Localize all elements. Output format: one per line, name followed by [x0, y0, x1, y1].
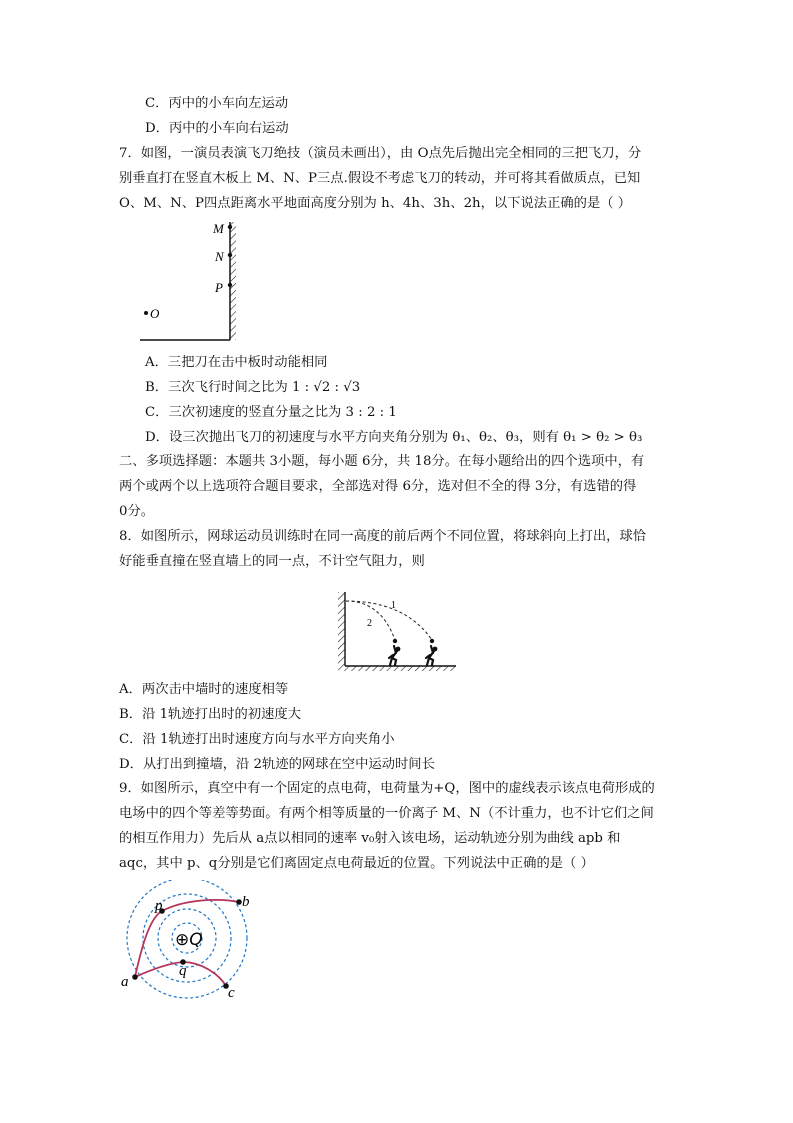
ball-1: [430, 639, 434, 643]
board-hatching: [230, 222, 236, 340]
q8-option-d: D．从打出到撞墙，沿 2轨迹的网球在空中运动时间长: [119, 757, 435, 772]
q9-stem-line-3: 的相互作用力）先后从 a点以相同的速率 v₀射入该电场，运动轨迹分别为曲线 apb 和: [119, 831, 621, 846]
q9-stem-line-1: 9．如图所示，真空中有一个固定的点电荷，电荷量为+Q，图中的虚线表示该点电荷形成的: [119, 781, 655, 796]
player-2-icon: [389, 646, 400, 665]
q9-stem-line-4: aqc，其中 p、q分别是它们离固定点电荷最近的位置。下列说法中正确的是（ ）: [119, 856, 594, 871]
ground-hatching: [338, 666, 456, 671]
q7-stem-line-1: 7．如图，一演员表演飞刀绝技（演员未画出），由 O点先后抛出完全相同的三把飞刀，分: [119, 146, 642, 161]
q7-option-d: D．设三次抛出飞刀的初速度与水平方向夹角分别为 θ₁、θ₂、θ₃，则有 θ₁ > θ₂ > θ₃: [145, 430, 643, 445]
q7-option-b: B．三次飞行时间之比为 1 : √2 : √3: [145, 380, 361, 395]
point-p: [228, 283, 232, 287]
q6-option-c: C．丙中的小车向左运动: [145, 96, 289, 111]
q8-stem-line-1: 8．如图所示，网球运动员训练时在同一高度的前后两个不同位置，将球斜向上打出，球恰: [119, 529, 647, 544]
label-c: c: [228, 985, 235, 1001]
q7-stem-line-2: 别垂直打在竖直木板上 M、N、P三点.假设不考虑飞刀的转动，并可将其看做质点，已知: [119, 171, 641, 186]
point-o: [144, 311, 148, 315]
label-n: N: [215, 249, 224, 264]
q8-option-b: B．沿 1轨迹打出时的初速度大: [119, 707, 302, 722]
q7-stem-line-3: O、M、N、P四点距离水平地面高度分别为 h、4h、3h、2h，以下说法正确的是（ ）: [119, 196, 632, 211]
section2-line-3: 0分。: [119, 504, 155, 519]
trajectory-1: [346, 601, 432, 640]
q8-option-a: A．两次击中墙时的速度相等: [119, 682, 289, 697]
q9-stem-line-2: 电场中的四个等差等势面。有两个相等质量的一价离子 M、N（不计重力，也不计它们之间: [119, 806, 654, 821]
label-p: P: [215, 280, 223, 295]
label-a: a: [121, 974, 129, 990]
q7-option-c: C．三次初速度的竖直分量之比为 3 : 2 : 1: [145, 405, 397, 420]
q9-equipotential-figure: [115, 880, 265, 1005]
section2-line-1: 二、多项选择题：本题共 3小题，每小题 6分，共 18分。在每小题给出的四个选项中，有: [119, 454, 645, 469]
label-p: p: [155, 898, 163, 914]
section2-line-2: 两个或两个以上选项符合题目要求，全部选对得 6分，选对但不全的得 3分，有选错的得: [119, 479, 637, 494]
label-q: q: [179, 963, 187, 979]
label-trajectory-2: 2: [367, 618, 372, 629]
label-trajectory-1: 1: [391, 600, 396, 611]
point-n: [228, 253, 232, 257]
q8-tennis-wall-figure: [335, 588, 460, 674]
label-o: O: [150, 306, 160, 321]
ball-2: [393, 639, 397, 643]
label-b: b: [242, 894, 250, 910]
q7-option-a: A．三把刀在击中板时动能相同: [145, 355, 328, 370]
q8-stem-line-2: 好能垂直撞在竖直墙上的同一点，不计空气阻力，则: [119, 554, 425, 569]
q8-option-c: C．沿 1轨迹打出时速度方向与水平方向夹角小: [119, 732, 395, 747]
q6-option-d: D．丙中的小车向右运动: [145, 121, 289, 136]
q7-knife-board-figure: [140, 216, 250, 346]
charge-label: ⊕Q: [175, 930, 203, 950]
player-1-icon: [426, 646, 437, 665]
point-a: [132, 974, 138, 980]
label-m: M: [213, 221, 224, 236]
wall-hatching: [338, 592, 345, 666]
point-m: [228, 225, 232, 229]
point-b: [236, 899, 242, 905]
